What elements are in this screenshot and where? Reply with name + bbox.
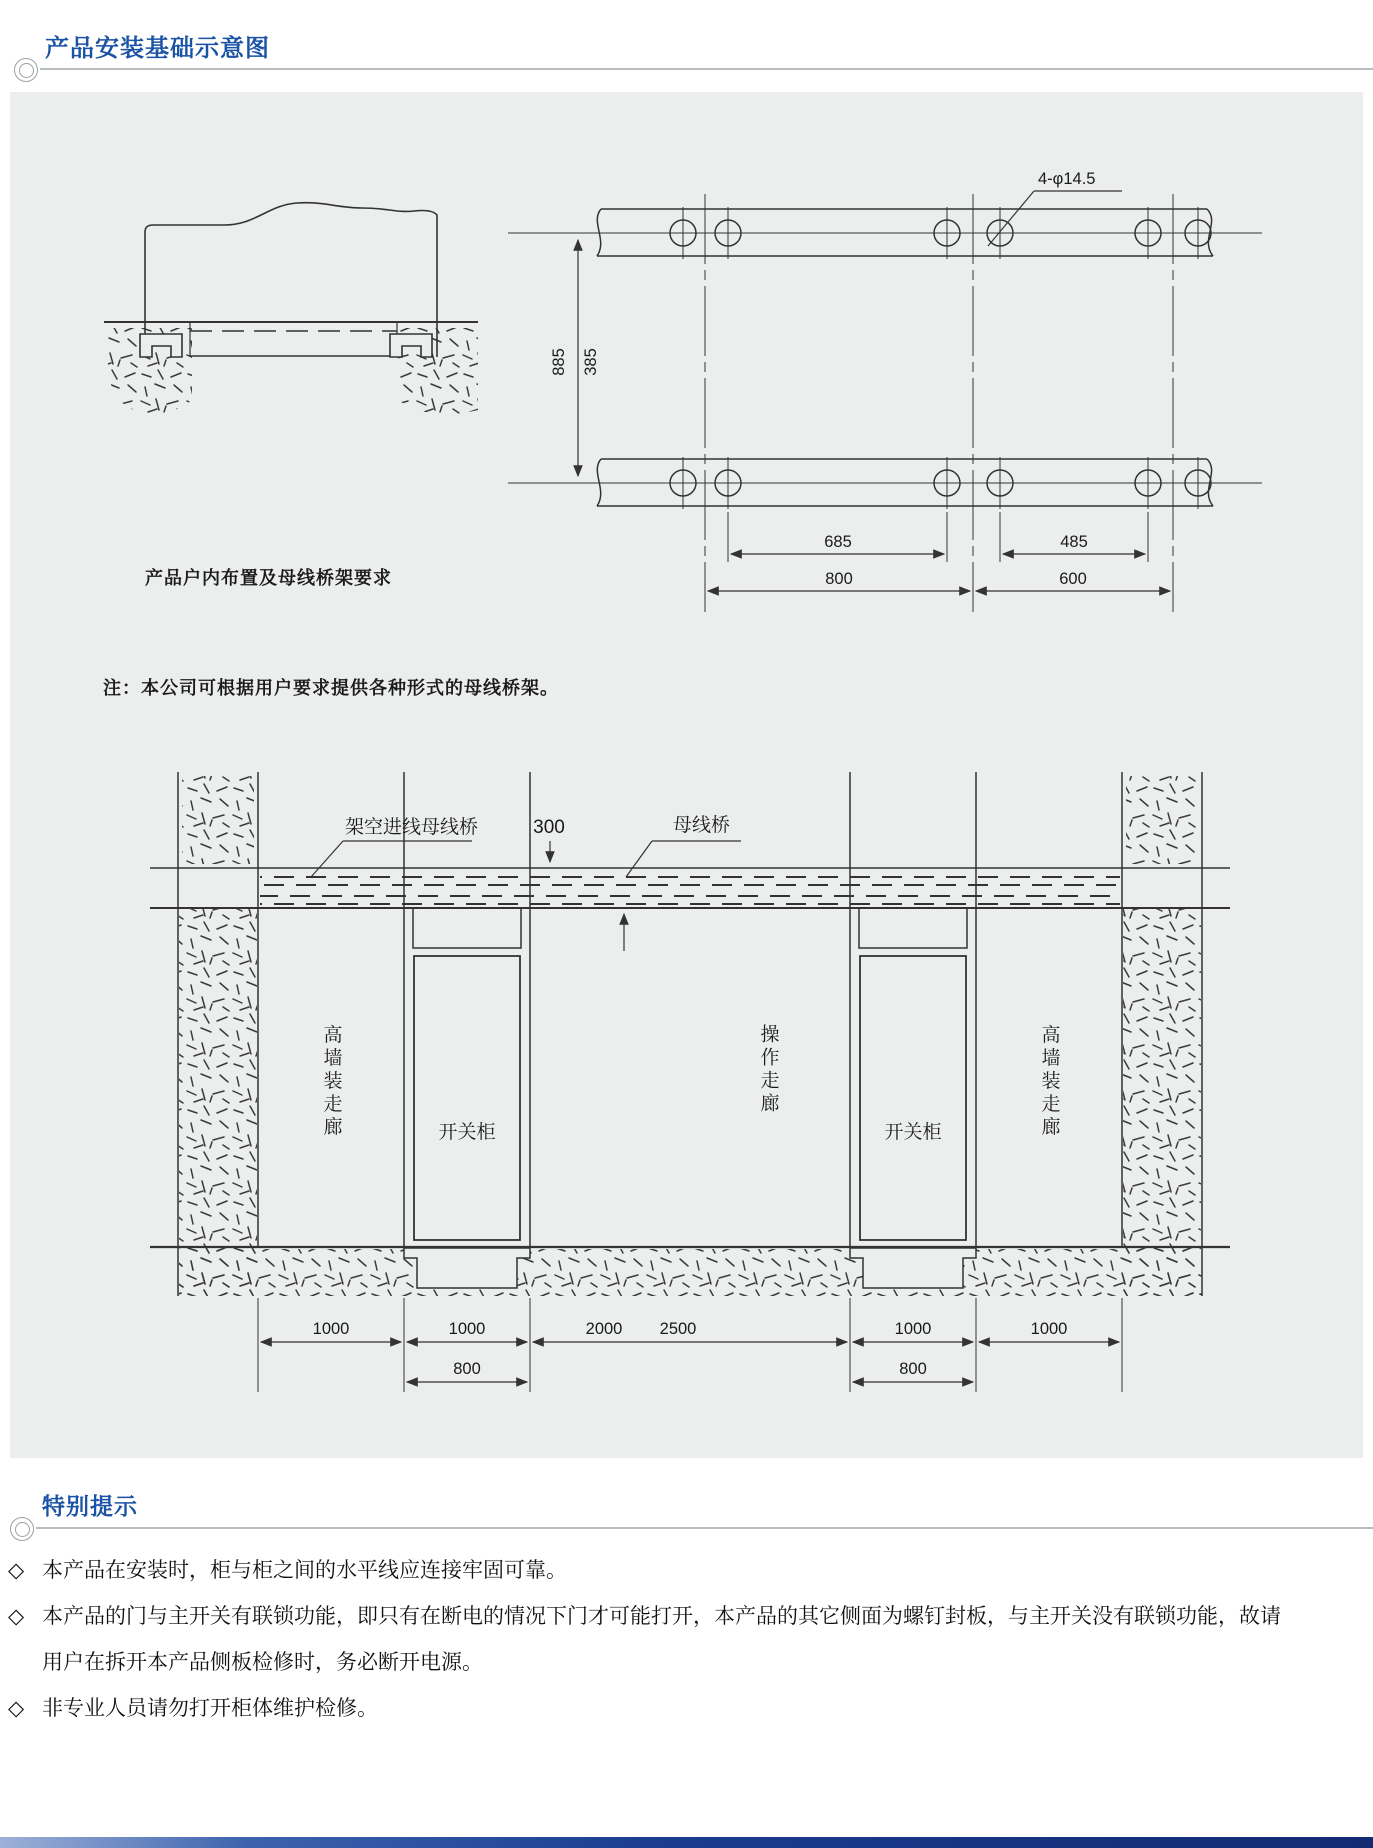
dim-1000-c-label: 1000: [894, 1320, 932, 1338]
overhead-busbar-label: 架空进线母线桥: [345, 817, 479, 838]
notice-list: [8, 1548, 1288, 1732]
foundation-pit-left: [404, 1248, 530, 1288]
cabinet-body-right: [860, 956, 966, 1240]
notice-title: 特别提示: [42, 1493, 138, 1519]
notice-text: 本产品的门与主开关有联锁功能，即只有在断电的情况下门才可能打开，本产品的其它侧面为螺钉封板，与主开关没有联锁功能，故请用户在拆开本产品侧板检修时，务必断开电源。: [42, 1605, 1281, 1674]
wall-corridor-right-label: 高墙装走廊: [1038, 1024, 1060, 1140]
dim-800-right-label: 800: [899, 1360, 927, 1378]
rail-plan-drawing: [495, 130, 1285, 620]
dim-485-label: 485: [1060, 533, 1088, 551]
slab-edges: [190, 322, 397, 356]
footer-gradient-bar: [0, 1837, 1373, 1848]
foundation-pit-right: [850, 1248, 976, 1288]
plan-caption: 产品户内布置及母线桥架要求: [145, 568, 392, 588]
dim-685-label: 685: [824, 533, 852, 551]
wall-texture-top-right: [1126, 776, 1198, 864]
diamond-bullet-icon: ◇: [8, 1697, 25, 1720]
wall-texture-top-left: [182, 776, 254, 864]
mounting-holes: [670, 207, 1211, 509]
bottom-dim-extensions: [258, 1298, 1122, 1392]
dim-800-label: 800: [825, 570, 853, 588]
notice-text: 非专业人员请勿打开柜体维护检修。: [42, 1697, 378, 1720]
notice-text: 本产品在安装时，柜与柜之间的水平线应连接牢固可靠。: [42, 1559, 567, 1582]
inner-wall-lines: [258, 772, 1122, 1247]
switch-cabinet-right-label: 开关柜: [884, 1122, 942, 1143]
notice-item: [8, 1548, 1288, 1594]
section-divider: [40, 68, 1373, 70]
dim-2500-label: 2500: [659, 1320, 697, 1338]
profile-drawing: [75, 135, 495, 445]
operation-corridor-label: 操作走廊: [757, 1024, 779, 1116]
section-bullet-icon-2: [10, 1517, 34, 1541]
cabinet-body-left: [414, 956, 520, 1240]
notice-item: [8, 1594, 1288, 1686]
diamond-bullet-icon: ◇: [8, 1605, 25, 1628]
section-drawing: [140, 765, 1240, 1410]
dim-2000-label: 2000: [585, 1320, 623, 1338]
ground-texture: [179, 1249, 1202, 1296]
page-title: 产品安装基础示意图: [45, 35, 270, 62]
cabinet-vent-right: [859, 908, 967, 948]
dim-385-label: 385: [582, 348, 600, 376]
wall-texture-right: [1123, 909, 1201, 1295]
plan-note: 注：本公司可根据用户要求提供各种形式的母线桥架。: [103, 678, 559, 698]
cabinet-wall-lines: [404, 772, 976, 1247]
busbar-label: 母线桥: [673, 815, 731, 836]
dim-800-left-label: 800: [453, 1360, 481, 1378]
dim-885-label: 885: [550, 348, 568, 376]
dim-300-label: 300: [533, 817, 565, 838]
cabinet-vent-left: [413, 908, 521, 948]
notice-item: [8, 1686, 1288, 1732]
dim-1000-d-label: 1000: [1030, 1320, 1068, 1338]
section-divider-2: [36, 1527, 1373, 1529]
dim-1000-a-label: 1000: [312, 1320, 350, 1338]
hole-callout-label: 4-φ14.5: [1038, 170, 1096, 188]
wall-corridor-left-label: 高墙装走廊: [320, 1024, 342, 1140]
diamond-bullet-icon: ◇: [8, 1559, 25, 1582]
switch-cabinet-left-label: 开关柜: [438, 1122, 496, 1143]
dim-600-label: 600: [1059, 570, 1087, 588]
busbar-band-hatch: [260, 870, 1120, 906]
section-bullet-icon: [14, 58, 38, 82]
hole-callout-leader: [988, 191, 1122, 246]
dim-1000-b-label: 1000: [448, 1320, 486, 1338]
wall-texture-left: [179, 909, 257, 1295]
